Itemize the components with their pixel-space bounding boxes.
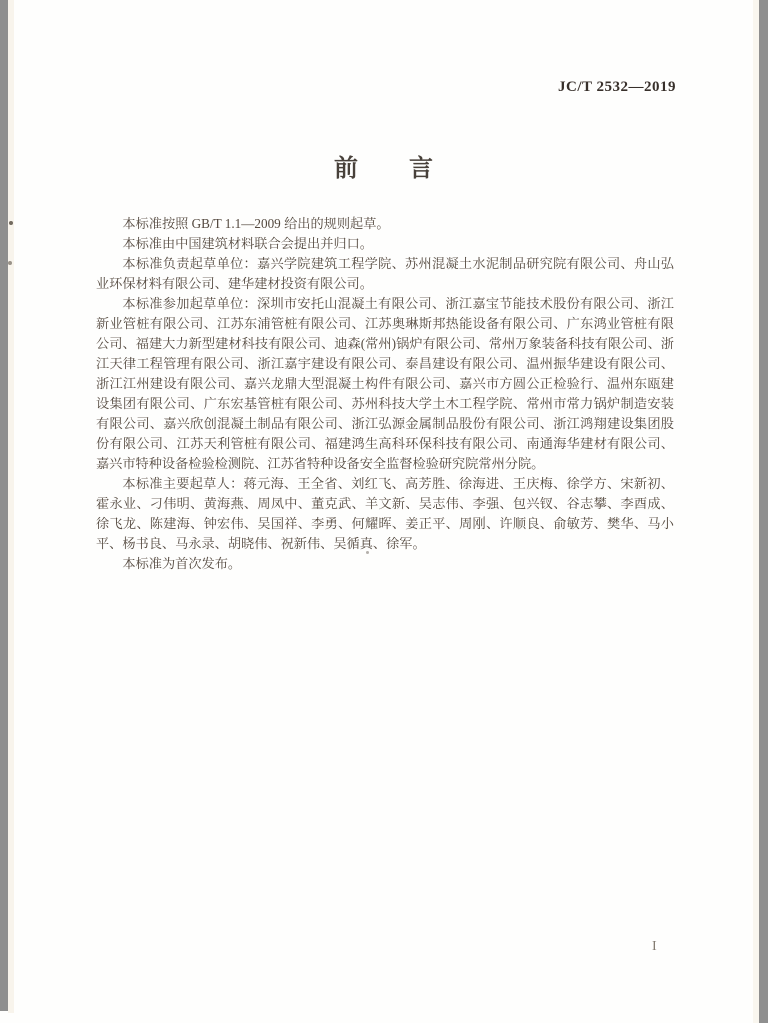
standard-code: JC/T 2532—2019 bbox=[558, 79, 676, 95]
paragraph-drafting-rules: 本标准按照 GB/T 1.1—2009 给出的规则起草。 bbox=[122, 216, 390, 231]
page-title: 前 言 bbox=[334, 156, 434, 182]
paragraph-participating-units: 本标准参加起草单位：深圳市安托山混凝土有限公司、浙江嘉宝节能技术股份有限公司、浙江新业管桩有限公司、江苏东浦管桩有限公司、江苏奥琳斯邦热能设备有限公司、广东鸿业管桩有限公司、福建大力新型建材科技有限公司、迪森(常州)锅炉有限公司、常州万象装备科技有限公司、浙江天律工程管理有限公司、浙江嘉宇建设有限公司、泰昌建设有限公司、温州振华建设有限公司、浙江江州建设有限公司、嘉兴龙鼎大型混凝土构件有限公司、嘉兴市方圆公正检验行、温州东瓯建设集团有限公司、广东宏基管桩有限公司、苏州科技大学土木工程学院、常州市常力锅炉制造安装有限公司、嘉兴欣创混凝土制品有限公司、浙江弘源金属制品股份有限公司、浙江鸿翔建设集团股份有限公司、江苏天利管桩有限公司、福建鸿生高科环保科技有限公司、南通海华建材有限公司、嘉兴市特种设备检验检测院、江苏省特种设备安全监督检验研究院常州分院。 bbox=[96, 296, 674, 471]
paragraph-main-drafters: 本标准主要起草人：蒋元海、王全省、刘红飞、高芳胜、徐海进、王庆梅、徐学方、宋新初、霍永业、刁伟明、黄海燕、周凤中、董克武、羊文新、吴志伟、李强、包兴钗、谷志攀、李酉成、徐飞龙、陈建海、钟宏伟、吴国祥、李勇、何耀晖、姜正平、周刚、许顺良、俞敏芳、樊华、马小平、杨书良、马永录、胡晓伟、祝新伟、吴循真、徐军。 bbox=[96, 476, 674, 551]
foreword-body bbox=[96, 214, 674, 574]
paragraph-responsible-units: 本标准负责起草单位：嘉兴学院建筑工程学院、苏州混凝土水泥制品研究院有限公司、舟山弘业环保材料有限公司、建华建材投资有限公司。 bbox=[96, 256, 674, 291]
page-number: I bbox=[652, 939, 657, 954]
paragraph-first-issue: 本标准为首次发布。 bbox=[122, 556, 242, 571]
scan-speck bbox=[9, 221, 13, 225]
scan-speck bbox=[8, 261, 12, 265]
paragraph-proposed-by: 本标准由中国建筑材料联合会提出并归口。 bbox=[122, 236, 373, 251]
